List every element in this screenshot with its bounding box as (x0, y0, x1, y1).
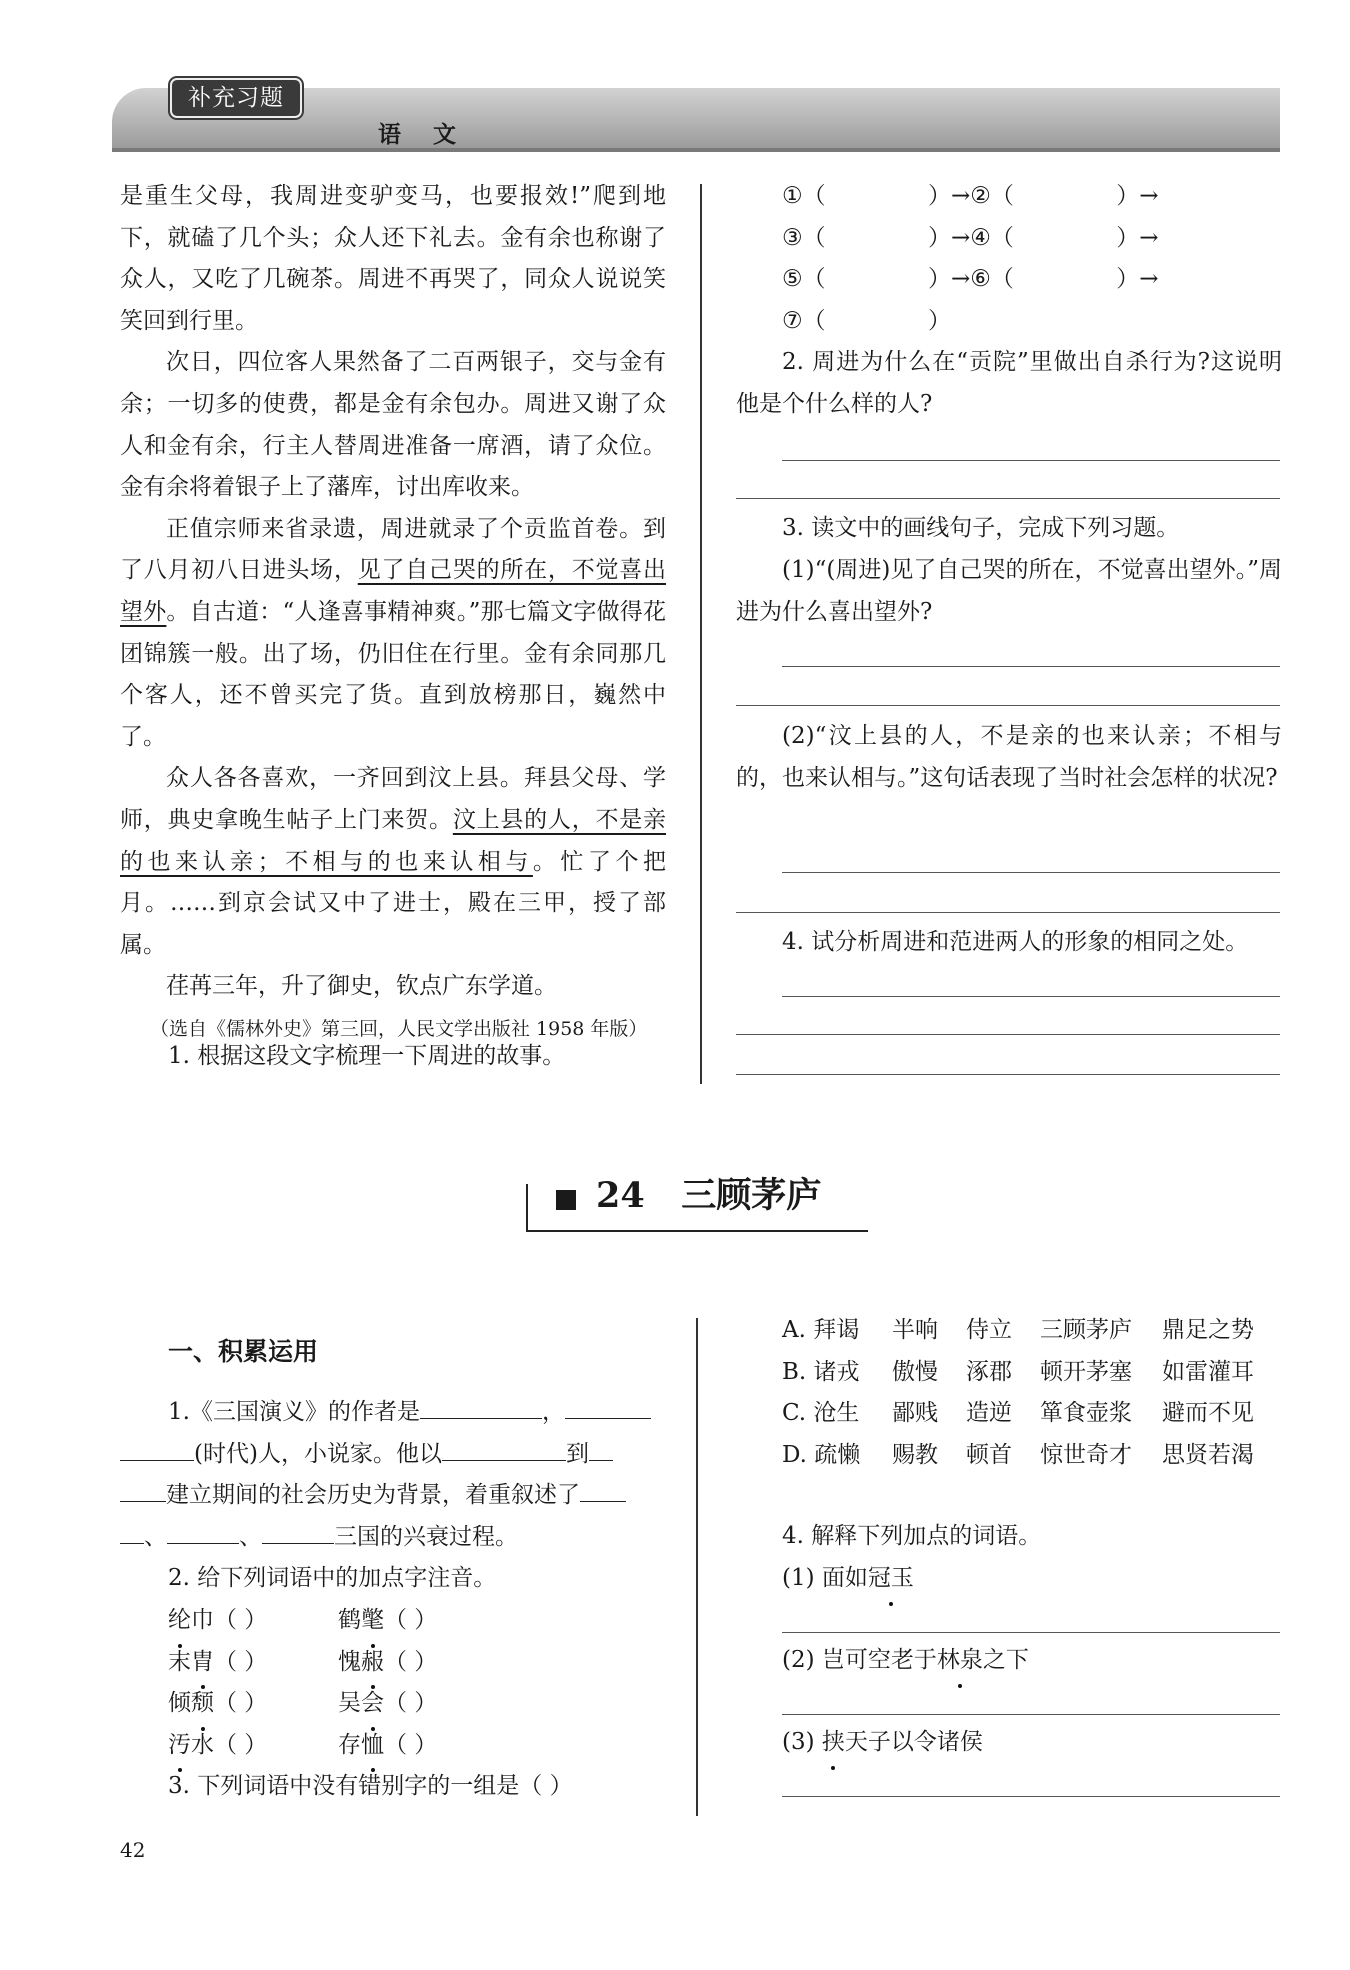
underlined-sentence-2: 汶上县的人，不是亲的也来认亲；不相与的也来认相与 (120, 806, 667, 875)
options-table (782, 1310, 1254, 1476)
s1-question-3: 3. 下列词语中没有错别字的一组是（ ） (168, 1773, 573, 1799)
option-row: B. 诸戎 傲慢 涿郡 顿开茅塞 如雷灌耳 (782, 1358, 1254, 1385)
answer-line (782, 666, 1280, 667)
option-row: A. 拜谒 半响 侍立 三顾茅庐 鼎足之势 (782, 1317, 1254, 1343)
header-tab: 补充习题 (170, 78, 302, 118)
answer-line (782, 1796, 1280, 1797)
answer-line (736, 705, 1280, 706)
passage-source: （选自《儒林外史》第三回，人民文学出版社 1958 年版） (150, 1017, 648, 1040)
section-heading: 一、积累运用 (168, 1337, 319, 1366)
passage-paragraph-4: 众人各各喜欢，一齐回到汶上县。拜县父母、学师，典史拿晚生帖子上门来贺。汶上县的人，不是亲的也来认亲；不相与的也来认相与。忙了个把月。……到京会试又中了进士，殿在三甲，授了部属。 (120, 765, 667, 958)
sequence-row-3: ⑤（ ）→⑥（ ）→ (782, 266, 1159, 293)
underlined-sentence-1: 见了自己哭的所在，不觉喜出望外 (120, 557, 667, 625)
pinyin-row: 纶巾（ ） 鹤氅（ ） (168, 1600, 437, 1642)
sequence-row-4: ⑦（ ） (782, 307, 951, 334)
answer-line (736, 912, 1280, 913)
pinyin-row: 汚水（ ） 存恤（ ） (168, 1725, 437, 1767)
header-subject: 语 文 (378, 121, 469, 148)
answer-line (736, 1034, 1280, 1035)
option-row: D. 疏懒 赐教 顿首 惊世奇才 思贤若渴 (782, 1441, 1254, 1468)
question-3-1: (1)“(周进)见了自己哭的所在，不觉喜出望外。”周进为什么喜出望外? (736, 557, 1282, 625)
answer-line (736, 498, 1280, 499)
header-underline (112, 148, 1280, 152)
sequence-row-1: ①（ ）→②（ ）→ (782, 183, 1159, 209)
pinyin-row: 末胄（ ） 愧赧（ ） (168, 1642, 437, 1684)
passage-paragraph-2: 次日，四位客人果然备了二百两银子，交与金有余；一切多的使费，都是金有余包办。周进又谢了众人和金有余，行主人替周进准备一席酒，请了众位。金有余将着银子上了藩库，讨出库收来。 (120, 349, 666, 501)
answer-line (782, 996, 1280, 997)
s1-question-2: 2. 给下列词语中的加点字注音。 (168, 1565, 497, 1591)
passage-paragraph-5: 荏苒三年，升了御史，钦点广东学道。 (166, 973, 557, 1000)
passage (120, 176, 666, 1044)
question-3-2: (2)“汶上县的人，不是亲的也来认亲；不相与的，也来认相与。”这句话表现了当时社会怎样的状况? (736, 723, 1282, 791)
answer-line (782, 872, 1280, 873)
s1-question-4-1: (1) 面如冠玉 (782, 1558, 914, 1600)
column-divider-bottom (696, 1318, 698, 1816)
lesson-title: 24 三顾茅庐 (596, 1175, 822, 1216)
square-bullet-icon (556, 1190, 576, 1210)
answer-line (782, 1714, 1280, 1715)
answer-line (782, 1632, 1280, 1633)
question-3: 3. 读文中的画线句子，完成下列习题。 (782, 515, 1180, 541)
column-divider-top (700, 184, 702, 1084)
page-number: 42 (120, 1838, 146, 1862)
question-2: 2. 周进为什么在“贡院”里做出自杀行为?这说明他是个什么样的人? (736, 349, 1282, 417)
sequence-row-2: ③（ ）→④（ ）→ (782, 224, 1159, 251)
story-sequence (782, 176, 1159, 342)
s1-question-1: 1.《三国演义》的作者是 ， (时代)人，小说家。他以 到 建立期间的社会历史为背景，着重叙述了 、 、 三国的兴衰过程。 (120, 1392, 664, 1558)
answer-line (782, 460, 1280, 461)
passage-paragraph-3: 正值宗师来省录遗，周进就录了个贡监首卷。到了八月初八日进头场，见了自己哭的所在，不觉喜出望外。自古道：“人逢喜事精神爽。”那七篇文字做得花团锦簇一般。出了场，仍旧住在行里。金有余同那几个客人，还不曾买完了货。直到放榜那日，巍然中了。 (120, 515, 667, 750)
option-row: C. 沧生 鄙贱 造逆 箪食壶浆 避而不见 (782, 1400, 1254, 1427)
pinyin-table (168, 1600, 437, 1766)
passage-paragraph-1: 是重生父母，我周进变驴变马，也要报效!”爬到地下，就磕了几个头；众人还下礼去。金有余也称谢了众人，又吃了几碗茶。周进不再哭了，同众人说说笑笑回到行里。 (120, 183, 666, 334)
s1-question-4-3: (3) 挟天子以令诸侯 (782, 1722, 983, 1764)
pinyin-row: 倾颓（ ） 吴会（ ） (168, 1683, 437, 1725)
question-4: 4. 试分析周进和范进两人的形象的相同之处。 (782, 929, 1249, 955)
s1-question-4: 4. 解释下列加点的词语。 (782, 1523, 1042, 1549)
answer-line (736, 1074, 1280, 1075)
s1-question-4-2: (2) 岂可空老于林泉之下 (782, 1640, 1029, 1682)
question-1: 1. 根据这段文字梳理一下周进的故事。 (168, 1043, 566, 1069)
